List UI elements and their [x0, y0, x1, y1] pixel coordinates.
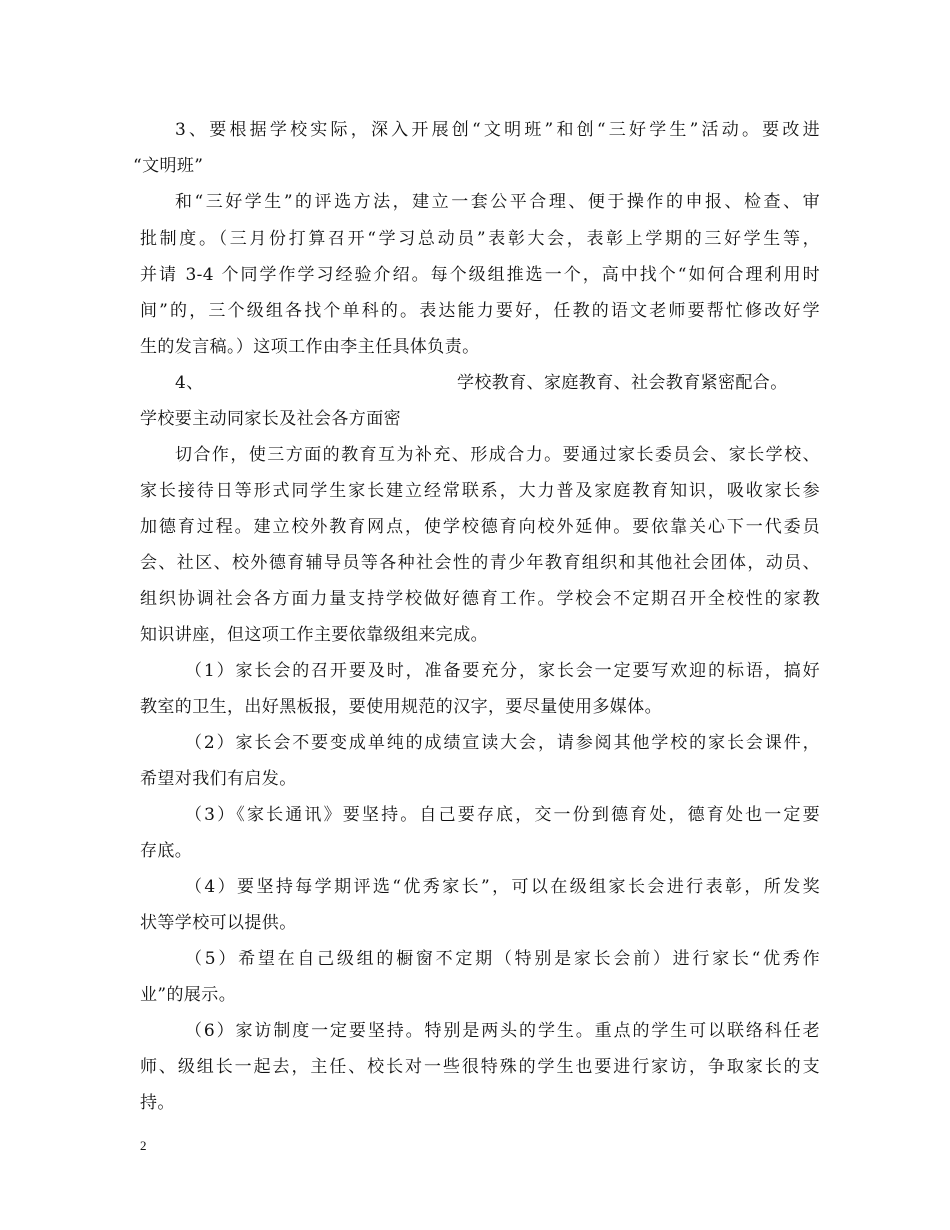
section-heading: 学校教育、家庭教育、社会教育紧密配合。: [457, 373, 788, 393]
paragraph-line: 3、要根据学校实际，深入开展创“文明班”和创“三好学生”活动。要改进: [175, 120, 820, 140]
list-item-line: （4）要坚持每学期评选“优秀家长”，可以在级组家长会进行表彰，所发奖: [185, 877, 820, 897]
list-item-line: 教室的卫生，出好黑板报，要使用规范的汉字，要尽量使用多媒体。: [140, 697, 662, 717]
list-item-line: （5）希望在自己级组的橱窗不定期（特别是家长会前）进行家长“优秀作: [185, 949, 820, 969]
list-item-line: 持。: [140, 1093, 175, 1113]
paragraph-line: 加德育过程。建立校外教育网点，使学校德育向校外延伸。要依靠关心下一代委员: [140, 517, 820, 537]
paragraph-line: 家长接待日等形式同学生家长建立经常联系，大力普及家庭教育知识，吸收家长参: [140, 481, 820, 501]
paragraph-line: 并请 3-4 个同学作学习经验介绍。每个级组推选一个，高中找个“如何合理利用时: [140, 265, 820, 285]
list-item-line: 希望对我们有启发。: [140, 769, 297, 789]
list-item-line: 业”的展示。: [140, 985, 237, 1005]
page-number: 2: [140, 1138, 147, 1153]
paragraph-line: 切合作，使三方面的教育互为补充、形成合力。要通过家长委员会、家长学校、: [175, 445, 820, 465]
section-number: 4、: [175, 373, 204, 393]
paragraph-line: 生的发言稿。）这项工作由李主任具体负责。: [140, 337, 480, 357]
paragraph-line: 批制度。（三月份打算召开“学习总动员”表彰大会，表彰上学期的三好学生等，: [140, 229, 820, 249]
paragraph-line: 会、社区、校外德育辅导员等各种社会性的青少年教育组织和其他社会团体，动员、: [140, 553, 820, 573]
paragraph-line: 和“三好学生”的评选方法，建立一套公平合理、便于操作的申报、检查、审: [175, 192, 820, 212]
list-item-line: （6）家访制度一定要坚持。特别是两头的学生。重点的学生可以联络科任老: [185, 1021, 820, 1041]
list-item-line: 存底。: [140, 841, 193, 861]
paragraph-line: “文明班”: [133, 156, 204, 176]
paragraph-line: 学校要主动同家长及社会各方面密: [140, 409, 401, 429]
list-item-line: 师、级组长一起去，主任、校长对一些很特殊的学生也要进行家访，争取家长的支: [140, 1057, 820, 1077]
list-item-line: （1）家长会的召开要及时，准备要充分，家长会一定要写欢迎的标语，搞好: [185, 661, 820, 681]
paragraph-line: 知识讲座，但这项工作主要依靠级组来完成。: [140, 625, 488, 645]
paragraph-line: 组织协调社会各方面力量支持学校做好德育工作。学校会不定期召开全校性的家教: [140, 589, 820, 609]
list-item-line: （2）家长会不要变成单纯的成绩宣读大会，请参阅其他学校的家长会课件，: [185, 733, 820, 753]
paragraph-line: 间”的，三个级组各找个单科的。表达能力要好，任教的语文老师要帮忙修改好学: [140, 301, 820, 321]
list-item-line: 状等学校可以提供。: [140, 913, 297, 933]
list-item-line: （3）《家长通讯》要坚持。自己要存底，交一份到德育处，德育处也一定要: [185, 805, 820, 825]
